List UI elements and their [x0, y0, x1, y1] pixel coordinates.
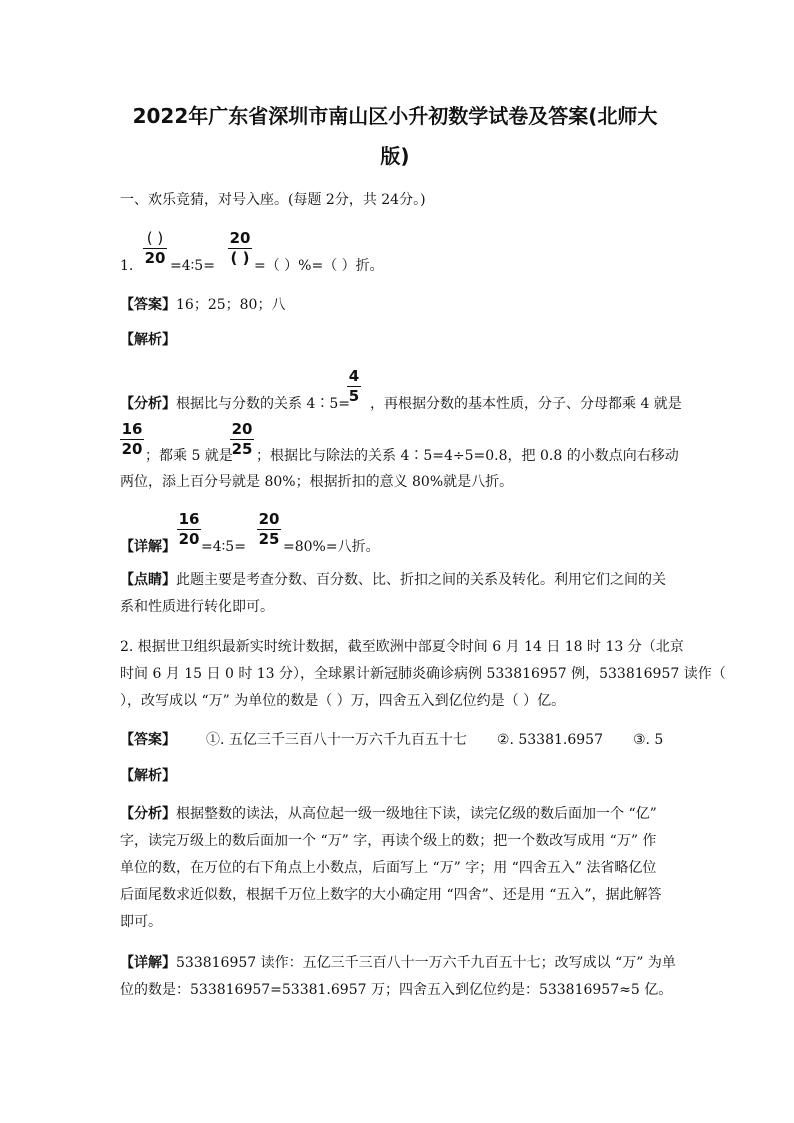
q2-analysis-line-3: 单位的数，在万位的右下角点上小数点，后面写上 “万” 字；用 “四舍五入” 法省略亿位: [120, 860, 657, 876]
q1-analysis-text-c: ；都乘 5 就是: [145, 448, 233, 464]
fraction-denominator: 20: [178, 530, 200, 548]
title-line-2: 版): [380, 144, 410, 168]
q1-tail-text: =（ ）%=（ ）折。: [254, 258, 384, 274]
analysis-label: 【分析】: [120, 806, 176, 822]
detail-text: 533816957 读作：五亿三千三百八十一万六千九百五十七；改写成以 “万” 为单: [176, 955, 676, 971]
answer-label: 【答案】: [120, 732, 176, 748]
fraction-denominator: 25: [231, 440, 253, 458]
fraction-denominator: 20: [121, 440, 143, 458]
answer-text: 16；25；80；八: [176, 297, 286, 313]
q1-analysis-text-d: ；根据比与除法的关系 4∶5=4÷5=0.8，把 0.8 的小数点向右移动: [256, 448, 679, 464]
fraction-denominator: 20: [144, 249, 166, 267]
section-heading: 一、欢乐竞猜，对号入座。(每题 2分，共 24分。): [120, 192, 426, 208]
q2-jiexi-label: 【解析】: [120, 768, 176, 784]
q2-detail-line-1: [120, 953, 676, 973]
q1-fraction-2: [228, 230, 252, 267]
fraction-numerator: 20: [258, 510, 280, 528]
q1-answer: [120, 295, 285, 315]
detail-fraction-16-20: [177, 511, 201, 548]
fraction-numerator: 20: [231, 420, 253, 438]
q2-line-3: ），改写成以 “万” 为单位的数是（ ）万，四舍五入到亿位约是（ ）亿。: [120, 693, 566, 709]
analysis-fraction-4-5: [347, 368, 361, 405]
q1-jiexi-label: 【解析】: [120, 332, 176, 348]
title-line-1: 2022年广东省深圳市南山区小升初数学试卷及答案(北师大: [132, 104, 658, 128]
q1-number: 1.: [120, 258, 134, 274]
q2-detail-line-2: 位的数是：533816957=53381.6957 万；四舍五入到亿位约是：533816957≈5 亿。: [120, 982, 673, 998]
analysis-fraction-16-20: [120, 421, 144, 458]
q2-analysis-line-2: 字，读完万级上的数后面加一个 “万” 字，再读个级上的数；把一个数改写成用 “万” 作: [120, 833, 657, 849]
fraction-numerator: 20: [229, 229, 251, 247]
q2-analysis-line-1: [120, 804, 657, 824]
detail-label: 【详解】: [120, 955, 176, 971]
key-point-text: 此题主要是考查分数、百分数、比、折扣之间的关系及转化。利用它们之间的关: [176, 572, 666, 588]
analysis-label: 【分析】: [120, 396, 176, 412]
q1-detail-tail: =80%=八折。: [283, 539, 380, 555]
q1-fraction-1: [143, 230, 167, 267]
q2-analysis-line-5: 即可。: [120, 914, 162, 930]
fraction-numerator: ( ): [143, 230, 167, 249]
q1-analysis-line-1: [120, 394, 682, 414]
fraction-denominator: ( ): [230, 249, 250, 267]
fraction-numerator: 16: [121, 420, 143, 438]
q1-detail-label: 【详解】: [120, 539, 176, 555]
q1-key-point-line-1: [120, 570, 666, 590]
analysis-text-a: 根据比与分数的关系 4∶5=: [176, 396, 350, 412]
analysis-fraction-20-25: [230, 421, 254, 458]
q1-key-point-line-2: 系和性质进行转化即可。: [120, 599, 274, 615]
q1-detail-mid: =4∶5=: [201, 539, 246, 555]
q2-analysis-line-4: 后面尾数求近似数，根据千万位上数字的大小确定用 “四舍”、还是用 “五入”，据此解答: [120, 887, 662, 903]
q2-answer: [120, 730, 663, 750]
answer-part-1: ①. 五亿三千三百八十一万六千九百五十七: [206, 732, 467, 748]
detail-fraction-20-25: [257, 511, 281, 548]
q2-line-2: 时间 6 月 15 日 0 时 13 分），全球累计新冠肺炎确诊病例 533816957 例，533816957 读作（: [120, 666, 726, 682]
q1-ratio-text: =4∶5=: [170, 258, 215, 274]
q2-line-1: 2. 根据世卫组织最新实时统计数据，截至欧洲中部夏令时间 6 月 14 日 18 时 13 分（北京: [120, 639, 684, 655]
page-title: [115, 96, 675, 176]
fraction-numerator: 16: [178, 510, 200, 528]
fraction-denominator: 5: [348, 387, 360, 405]
fraction-numerator: 4: [348, 367, 360, 385]
q1-analysis-text-e: 两位，添上百分号就是 80%；根据折扣的意义 80%就是八折。: [120, 474, 514, 490]
fraction-denominator: 25: [258, 530, 280, 548]
answer-part-3: ③. 5: [632, 732, 664, 748]
analysis-text: 根据整数的读法，从高位起一级一级地往下读，读完亿级的数后面加一个 “亿”: [176, 806, 657, 822]
answer-part-2: ②. 53381.6957: [496, 732, 603, 748]
key-point-label: 【点睛】: [120, 572, 176, 588]
answer-label: 【答案】: [120, 297, 176, 313]
analysis-text-b: ，再根据分数的基本性质，分子、分母都乘 4 就是: [370, 396, 682, 412]
